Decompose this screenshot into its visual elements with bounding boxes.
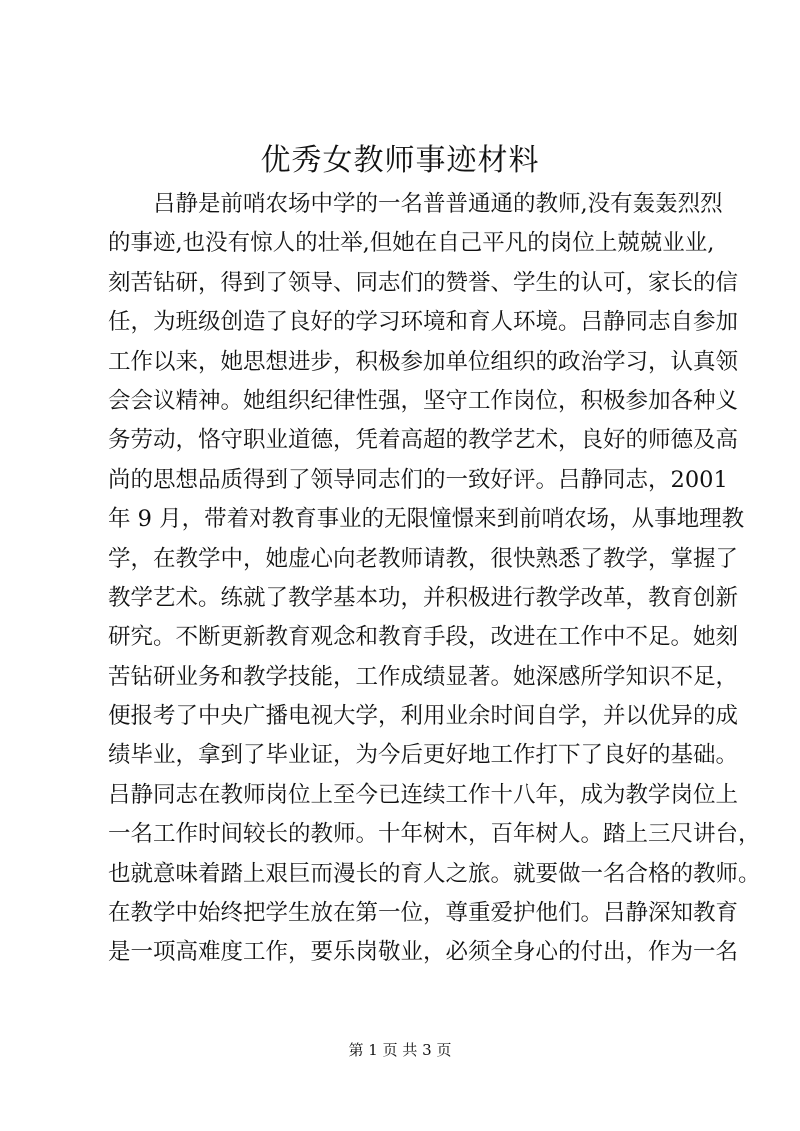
document-title: 优秀女教师事迹材料 [260,143,540,178]
page-number-footer: 第 1 页 共 3 页 [348,1041,452,1059]
body-paragraph [108,185,761,973]
text-line: 也就意味着踏上艰巨而漫长的育人之旅。就要做一名合格的教师。 [108,860,761,887]
text-line: 吕静同志在教师岗位上至今已连续工作十八年，成为教学岗位上 [108,781,739,808]
text-line: 任，为班级创造了良好的学习环境和育人环境。吕静同志自参加 [108,309,739,336]
text-line: 教学艺术。练就了教学基本功，并积极进行教学改革，教育创新 [108,584,739,611]
text-line: 务劳动，恪守职业道德，凭着高超的教学艺术，良好的师德及高 [108,427,739,454]
text-line: 年 9 月，带着对教育事业的无限憧憬来到前哨农场，从事地理教 [108,506,745,533]
text-line: 一名工作时间较长的教师。十年树木，百年树人。踏上三尺讲台， [108,821,761,848]
text-line: 是一项高难度工作，要乐岗敬业，必须全身心的付出，作为一名 [108,939,739,966]
text-line: 绩毕业，拿到了毕业证，为今后更好地工作打下了良好的基础。 [108,742,739,769]
text-line: 工作以来，她思想进步，积极参加单位组织的政治学习，认真领 [108,348,739,375]
text-line: 刻苦钻研，得到了领导、同志们的赞誉、学生的认可，家长的信 [108,269,739,296]
text-line: 吕静是前哨农场中学的一名普普通通的教师,没有轰轰烈烈 [153,191,723,217]
text-line: 的事迹,也没有惊人的壮举,但她在自己平凡的岗位上兢兢业业, [108,230,715,257]
text-line: 苦钻研业务和教学技能，工作成绩显著。她深感所学知识不足， [108,663,739,690]
text-line: 学，在教学中，她虚心向老教师请教，很快熟悉了教学，掌握了 [108,545,739,572]
text-line: 会会议精神。她组织纪律性强，坚守工作岗位，积极参加各种义 [108,387,739,414]
text-line: 研究。不断更新教育观念和教育手段，改进在工作中不足。她刻 [108,624,739,651]
text-line: 在教学中始终把学生放在第一位，尊重爱护他们。吕静深知教育 [108,900,739,927]
text-line: 便报考了中央广播电视大学，利用业余时间自学，并以优异的成 [108,703,739,730]
text-line: 尚的思想品质得到了领导同志们的一致好评。吕静同志，2001 [108,466,728,493]
